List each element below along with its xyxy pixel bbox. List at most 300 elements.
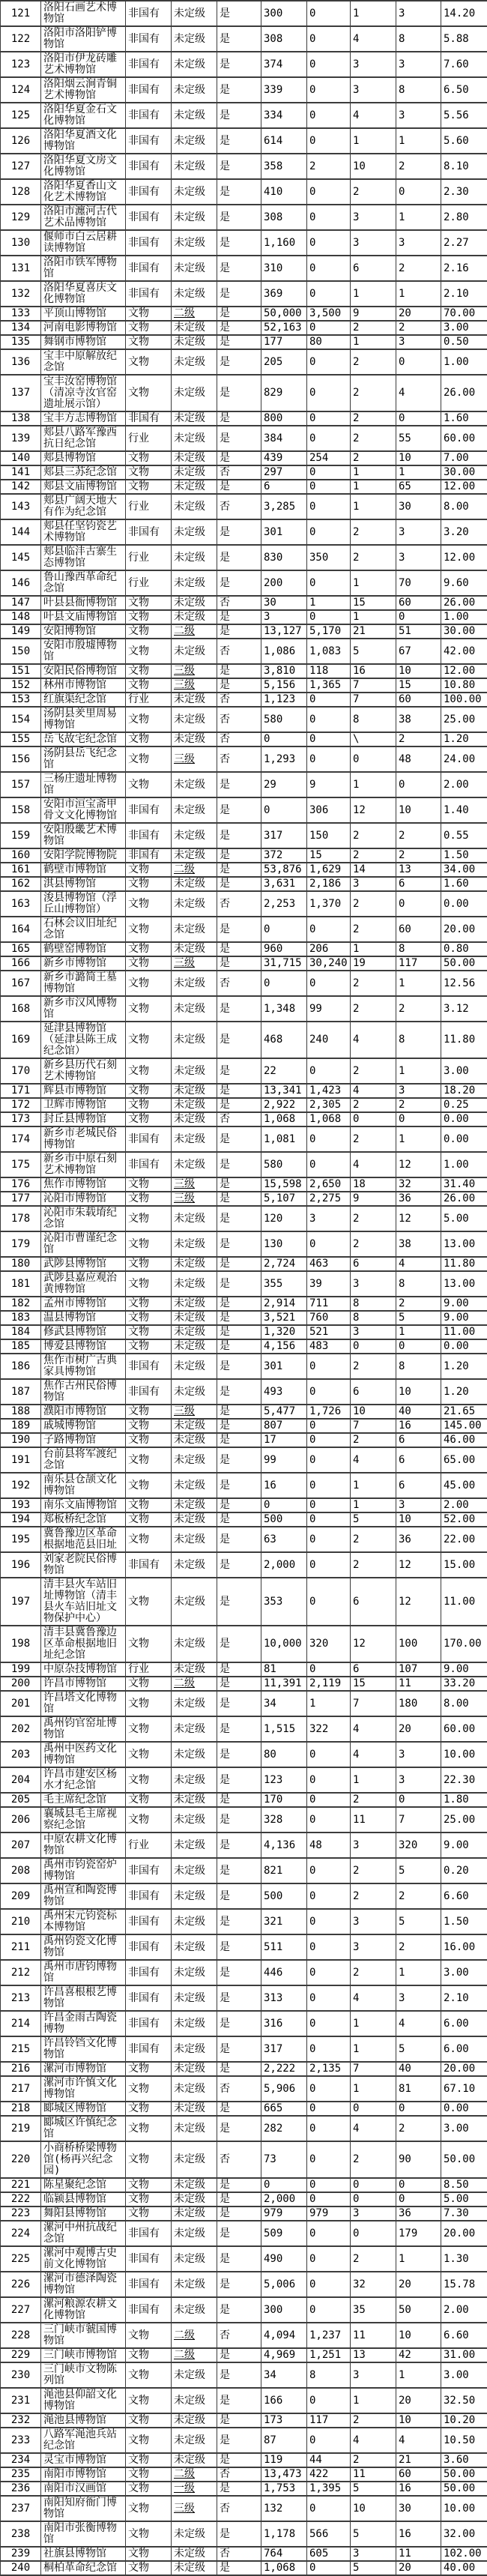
value-4-cell: 5: [396, 1909, 441, 1934]
value-5-cell: 145.00: [441, 1419, 487, 1433]
value-2-cell: 2,135: [307, 2062, 351, 2076]
level-cell: 未定级: [172, 321, 217, 335]
table-row: [1, 545, 487, 570]
table-row: [1, 154, 487, 179]
category-cell: 文物: [126, 1527, 172, 1552]
value-2-cell: 0: [307, 1552, 351, 1578]
category-cell: 文物: [126, 480, 172, 494]
value-2-cell: 0: [307, 707, 351, 732]
value-2-cell: 2,186: [307, 877, 351, 891]
open-cell: 是: [217, 1527, 261, 1552]
open-cell: 否: [217, 2496, 261, 2521]
open-cell: 是: [217, 2102, 261, 2116]
table-row: [1, 2207, 487, 2221]
level-cell: 未定级: [172, 2413, 217, 2428]
museum-name-cell: 岳飞故宅纪念馆: [41, 732, 126, 746]
museum-name-cell: 许昌金雨古陶瓷博物: [41, 2011, 126, 2036]
museum-name-cell: 郏县临沣古寨生态博物馆: [41, 545, 126, 570]
value-3-cell: 4: [351, 1716, 396, 1742]
value-3-cell: 5: [351, 639, 396, 664]
row-number-cell: 195: [1, 1527, 41, 1552]
category-cell: 文物: [126, 678, 172, 693]
value-3-cell: 2: [351, 917, 396, 942]
value-2-cell: 0: [307, 321, 351, 335]
value-3-cell: 6: [351, 256, 396, 281]
value-3-cell: 4: [351, 1084, 396, 1098]
value-1-cell: 4,969: [261, 2348, 307, 2362]
open-cell: 是: [217, 2272, 261, 2297]
value-5-cell: 8.50: [441, 2178, 487, 2192]
value-4-cell: 8: [396, 1022, 441, 1058]
value-1-cell: 5,107: [261, 1192, 307, 1206]
open-cell: 是: [217, 1354, 261, 1379]
museum-name-cell: 郾城区博物馆: [41, 2102, 126, 2116]
value-4-cell: 3: [396, 519, 441, 545]
value-3-cell: 1: [351, 570, 396, 596]
open-cell: 是: [217, 256, 261, 281]
level-cell: 未定级: [172, 451, 217, 465]
value-5-cell: 11.00: [441, 1578, 487, 1626]
value-4-cell: 12: [396, 1552, 441, 1578]
row-number-cell: 194: [1, 1512, 41, 1527]
value-1-cell: 119: [261, 2453, 307, 2467]
value-5-cell: 9.00: [441, 1662, 487, 1677]
table-row: [1, 2413, 487, 2428]
open-cell: 否: [217, 891, 261, 917]
value-1-cell: 52,163: [261, 321, 307, 335]
category-cell: 非国有: [126, 1909, 172, 1934]
row-number-cell: 167: [1, 971, 41, 996]
value-1-cell: 313: [261, 1985, 307, 2011]
open-cell: 是: [217, 678, 261, 693]
category-cell: 文物: [126, 1807, 172, 1833]
value-5-cell: 10.80: [441, 678, 487, 693]
value-1-cell: 807: [261, 1419, 307, 1433]
open-cell: 是: [217, 2062, 261, 2076]
value-2-cell: 9: [307, 772, 351, 797]
level-cell: 未定级: [172, 375, 217, 411]
value-3-cell: 6: [351, 1578, 396, 1626]
value-5-cell: 13.00: [441, 1271, 487, 1297]
open-cell: 是: [217, 917, 261, 942]
category-cell: 非国有: [126, 2272, 172, 2297]
row-number-cell: 212: [1, 1960, 41, 1985]
value-4-cell: 1: [396, 128, 441, 154]
category-cell: 行业: [126, 1833, 172, 1858]
row-number-cell: 142: [1, 480, 41, 494]
row-number-cell: 181: [1, 1271, 41, 1297]
row-number-cell: 129: [1, 205, 41, 230]
category-cell: 文物: [126, 1626, 172, 1662]
value-2-cell: 0: [307, 77, 351, 103]
museum-name-cell: 洛阳石画艺术博物馆: [41, 1, 126, 26]
value-1-cell: 493: [261, 1379, 307, 1405]
table-row: [1, 1960, 487, 1985]
table-row: [1, 349, 487, 375]
category-cell: 文物: [126, 1192, 172, 1206]
level-cell: 未定级: [172, 797, 217, 823]
value-1-cell: 500: [261, 1883, 307, 1909]
museum-name-cell: 叶县文庙博物馆: [41, 610, 126, 624]
museum-name-cell: 禹州市唐钧博物馆: [41, 1960, 126, 1985]
value-1-cell: 31,715: [261, 956, 307, 971]
category-cell: 文物: [126, 2561, 172, 2575]
value-2-cell: 2: [307, 154, 351, 179]
value-3-cell: 5: [351, 1512, 396, 1527]
table-row: [1, 678, 487, 693]
category-cell: 行业: [126, 545, 172, 570]
category-cell: 文物: [126, 2521, 172, 2547]
value-1-cell: 123: [261, 1767, 307, 1793]
open-cell: 是: [217, 335, 261, 349]
value-5-cell: 2.00: [441, 772, 487, 797]
value-3-cell: 12: [351, 1626, 396, 1662]
open-cell: 是: [217, 1, 261, 26]
level-cell: 未定级: [172, 693, 217, 707]
value-3-cell: 5: [351, 2482, 396, 2496]
value-5-cell: 1.20: [441, 1354, 487, 1379]
open-cell: 否: [217, 693, 261, 707]
value-5-cell: 1.50: [441, 1909, 487, 1934]
value-1-cell: 2,000: [261, 2192, 307, 2207]
value-5-cell: 13.00: [441, 1231, 487, 1257]
category-cell: 文物: [126, 863, 172, 877]
museum-name-cell: 郑板桥纪念馆: [41, 1512, 126, 1527]
category-cell: 文物: [126, 349, 172, 375]
level-cell: 一级: [172, 2482, 217, 2496]
value-4-cell: 10: [396, 2413, 441, 2428]
value-4-cell: 3: [396, 103, 441, 128]
open-cell: 是: [217, 1960, 261, 1985]
value-3-cell: 4: [351, 1742, 396, 1767]
value-3-cell: 7: [351, 2062, 396, 2076]
open-cell: 否: [217, 1112, 261, 1126]
value-2-cell: 0: [307, 1058, 351, 1084]
level-cell: 未定级: [172, 732, 217, 746]
open-cell: 是: [217, 2561, 261, 2575]
value-5-cell: 1.30: [441, 2246, 487, 2272]
table-row: [1, 1626, 487, 1662]
value-1-cell: 764: [261, 2547, 307, 2561]
level-cell: 未定级: [172, 1883, 217, 1909]
category-cell: 文物: [126, 746, 172, 772]
value-3-cell: 2: [351, 1433, 396, 1447]
value-1-cell: 316: [261, 2011, 307, 2036]
category-cell: 文物: [126, 1473, 172, 1498]
table-row: [1, 877, 487, 891]
table-row: [1, 917, 487, 942]
level-cell: 未定级: [172, 1985, 217, 2011]
value-4-cell: 320: [396, 1833, 441, 1858]
value-2-cell: 306: [307, 797, 351, 823]
value-4-cell: 48: [396, 746, 441, 772]
table-row: [1, 2428, 487, 2453]
open-cell: 是: [217, 797, 261, 823]
value-1-cell: 2,922: [261, 1098, 307, 1112]
level-cell: 未定级: [172, 2388, 217, 2413]
museum-name-cell: 卫辉市博物馆: [41, 1098, 126, 1112]
value-3-cell: 11: [351, 2323, 396, 2348]
value-2-cell: 8: [307, 2362, 351, 2388]
value-4-cell: 8: [396, 77, 441, 103]
category-cell: 文物: [126, 2323, 172, 2348]
value-5-cell: 26.00: [441, 375, 487, 411]
museum-name-cell: 延津县博物馆（延津县陈王成纪念馆）: [41, 1022, 126, 1058]
value-4-cell: 67: [396, 639, 441, 664]
level-cell: 未定级: [172, 1231, 217, 1257]
museum-name-cell: 宝丰中原解放纪念馆: [41, 349, 126, 375]
category-cell: 文物: [126, 971, 172, 996]
value-4-cell: 2: [396, 2116, 441, 2141]
category-cell: 文物: [126, 877, 172, 891]
level-cell: 未定级: [172, 1934, 217, 1960]
table-row: [1, 1662, 487, 1677]
value-4-cell: 55: [396, 426, 441, 451]
level-cell: 未定级: [172, 877, 217, 891]
value-3-cell: 1: [351, 1767, 396, 1793]
open-cell: 否: [217, 2141, 261, 2178]
museum-name-cell: 新乡市老城民俗博物馆: [41, 1126, 126, 1152]
table-row: [1, 1767, 487, 1793]
value-3-cell: 3: [351, 2207, 396, 2221]
value-3-cell: 4: [351, 1152, 396, 1177]
value-5-cell: 10.00: [441, 2496, 487, 2521]
museum-name-cell: 焦作古州民俗博物馆: [41, 1379, 126, 1405]
value-5-cell: 2.80: [441, 205, 487, 230]
open-cell: 是: [217, 451, 261, 465]
value-5-cell: 42.00: [441, 639, 487, 664]
row-number-cell: 189: [1, 1419, 41, 1433]
table-row: [1, 2011, 487, 2036]
value-3-cell: 2: [351, 971, 396, 996]
value-3-cell: 7: [351, 693, 396, 707]
open-cell: 是: [217, 1339, 261, 1354]
value-1-cell: 17: [261, 1433, 307, 1447]
row-number-cell: 137: [1, 375, 41, 411]
category-cell: 非国有: [126, 1934, 172, 1960]
open-cell: 是: [217, 1447, 261, 1473]
open-cell: 是: [217, 1297, 261, 1311]
table-row: [1, 1339, 487, 1354]
value-4-cell: 2: [396, 1297, 441, 1311]
value-5-cell: 50.00: [441, 956, 487, 971]
value-1-cell: 2,000: [261, 1552, 307, 1578]
level-cell: 未定级: [172, 1126, 217, 1152]
value-2-cell: 521: [307, 1325, 351, 1339]
value-1-cell: 328: [261, 1807, 307, 1833]
museum-name-cell: 南阳市博物馆: [41, 2467, 126, 2482]
value-1-cell: 205: [261, 349, 307, 375]
value-2-cell: 0: [307, 1909, 351, 1934]
value-2-cell: 206: [307, 942, 351, 956]
value-1-cell: 446: [261, 1960, 307, 1985]
value-5-cell: 31.40: [441, 1177, 487, 1192]
value-5-cell: 26.00: [441, 1192, 487, 1206]
value-1-cell: 1,515: [261, 1716, 307, 1742]
museum-name-cell: 焦作市博物馆: [41, 1177, 126, 1192]
open-cell: 是: [217, 2116, 261, 2141]
value-2-cell: 0: [307, 2297, 351, 2323]
table-row: [1, 664, 487, 678]
level-cell: 未定级: [172, 1498, 217, 1512]
table-row: [1, 2076, 487, 2102]
open-cell: 是: [217, 2221, 261, 2246]
value-4-cell: 60: [396, 917, 441, 942]
level-cell: 三级: [172, 956, 217, 971]
open-cell: 是: [217, 2246, 261, 2272]
museum-name-cell: 博爱县博物馆: [41, 1339, 126, 1354]
table-row: [1, 1833, 487, 1858]
open-cell: 是: [217, 1473, 261, 1498]
value-2-cell: 605: [307, 2547, 351, 2561]
museum-name-cell: 叶县县衙博物馆: [41, 596, 126, 610]
level-cell: 未定级: [172, 335, 217, 349]
value-3-cell: 19: [351, 956, 396, 971]
open-cell: 是: [217, 823, 261, 848]
category-cell: 非国有: [126, 1883, 172, 1909]
museum-name-cell: 三门峡市虢国博物馆: [41, 2323, 126, 2348]
value-4-cell: 70: [396, 570, 441, 596]
value-4-cell: 0: [396, 179, 441, 205]
table-row: [1, 863, 487, 877]
open-cell: 是: [217, 1325, 261, 1339]
museum-name-cell: 汤阴县羑里周易博物馆: [41, 707, 126, 732]
category-cell: 文物: [126, 1447, 172, 1473]
table-row: [1, 732, 487, 746]
value-4-cell: 6: [396, 1447, 441, 1473]
row-number-cell: 166: [1, 956, 41, 971]
category-cell: 文物: [126, 2362, 172, 2388]
value-4-cell: 12: [396, 1578, 441, 1626]
open-cell: 是: [217, 519, 261, 545]
row-number-cell: 132: [1, 281, 41, 307]
value-5-cell: 2.27: [441, 230, 487, 256]
value-2-cell: 0: [307, 465, 351, 480]
value-2-cell: 0: [307, 1578, 351, 1626]
category-cell: 文物: [126, 1325, 172, 1339]
value-3-cell: 3: [351, 230, 396, 256]
value-3-cell: 2: [351, 823, 396, 848]
level-cell: 未定级: [172, 570, 217, 596]
value-5-cell: 1.00: [441, 349, 487, 375]
level-cell: 未定级: [172, 2036, 217, 2062]
row-number-cell: 168: [1, 996, 41, 1022]
value-2-cell: 0: [307, 1985, 351, 2011]
value-4-cell: 0: [396, 891, 441, 917]
museum-name-cell: 禹州宣和陶瓷博物馆: [41, 1883, 126, 1909]
value-5-cell: 20.00: [441, 2062, 487, 2076]
museum-name-cell: 宝丰方志博物馆: [41, 411, 126, 426]
value-2-cell: 0: [307, 1934, 351, 1960]
value-1-cell: 177: [261, 335, 307, 349]
level-cell: 未定级: [172, 411, 217, 426]
level-cell: 未定级: [172, 707, 217, 732]
category-cell: 文物: [126, 2467, 172, 2482]
museum-name-cell: 漯河粮源农耕文化博物馆: [41, 2297, 126, 2323]
value-1-cell: 1,348: [261, 996, 307, 1022]
table-row: [1, 1498, 487, 1512]
value-3-cell: 2: [351, 519, 396, 545]
value-3-cell: 2: [351, 891, 396, 917]
row-number-cell: 217: [1, 2076, 41, 2102]
value-4-cell: 11: [396, 2547, 441, 2561]
category-cell: 文物: [126, 1084, 172, 1098]
museum-name-cell: 社旗县博物馆: [41, 2547, 126, 2561]
row-number-cell: 170: [1, 1058, 41, 1084]
value-1-cell: 358: [261, 154, 307, 179]
value-1-cell: 580: [261, 1152, 307, 1177]
museum-name-cell: 郏县博物馆: [41, 451, 126, 465]
museum-name-cell: 鲁山豫西革命纪念馆: [41, 570, 126, 596]
value-2-cell: 3,500: [307, 307, 351, 321]
value-1-cell: 30: [261, 596, 307, 610]
open-cell: 是: [217, 1098, 261, 1112]
row-number-cell: 125: [1, 103, 41, 128]
museum-name-cell: 南阳知府衙门博物馆: [41, 2496, 126, 2521]
value-3-cell: 3: [351, 77, 396, 103]
category-cell: 非国有: [126, 2297, 172, 2323]
museum-name-cell: 鹤壁窑博物馆: [41, 942, 126, 956]
level-cell: 未定级: [172, 1578, 217, 1626]
value-1-cell: 1,178: [261, 2521, 307, 2547]
level-cell: 未定级: [172, 179, 217, 205]
value-5-cell: 50.00: [441, 2141, 487, 2178]
value-5-cell: 10.20: [441, 2413, 487, 2428]
open-cell: 是: [217, 2348, 261, 2362]
value-3-cell: 9: [351, 1192, 396, 1206]
value-3-cell: 2: [351, 1883, 396, 1909]
value-5-cell: 50.00: [441, 2482, 487, 2496]
row-number-cell: 122: [1, 26, 41, 52]
value-2-cell: 0: [307, 2561, 351, 2575]
open-cell: 是: [217, 877, 261, 891]
level-cell: 未定级: [172, 891, 217, 917]
open-cell: 是: [217, 1311, 261, 1325]
value-3-cell: \: [351, 732, 396, 746]
level-cell: 未定级: [172, 917, 217, 942]
museum-name-cell: 辉县市博物馆: [41, 1084, 126, 1098]
museum-name-cell: 偃师市白云居耕读博物馆: [41, 230, 126, 256]
row-number-cell: 179: [1, 1231, 41, 1257]
value-3-cell: 3: [351, 1833, 396, 1858]
value-2-cell: 3: [307, 1206, 351, 1231]
value-2-cell: 0: [307, 1231, 351, 1257]
row-number-cell: 229: [1, 2348, 41, 2362]
level-cell: 未定级: [172, 1909, 217, 1934]
museum-name-cell: 新乡市中原石刻艺术博物馆: [41, 1152, 126, 1177]
level-cell: 未定级: [172, 1512, 217, 1527]
table-row: [1, 2178, 487, 2192]
level-cell: 三级: [172, 746, 217, 772]
level-cell: 未定级: [172, 52, 217, 77]
museum-name-cell: 漯河中观博古史前文化博物馆: [41, 2246, 126, 2272]
open-cell: 否: [217, 2076, 261, 2102]
museum-table-body: [1, 1, 487, 2575]
value-5-cell: 5.88: [441, 26, 487, 52]
value-5-cell: 5.00: [441, 1206, 487, 1231]
row-number-cell: 209: [1, 1883, 41, 1909]
value-4-cell: 6: [396, 877, 441, 891]
table-row: [1, 2561, 487, 2575]
value-4-cell: 3: [396, 1, 441, 26]
value-2-cell: 0: [307, 256, 351, 281]
value-3-cell: 2: [351, 349, 396, 375]
value-4-cell: 10: [396, 664, 441, 678]
row-number-cell: 148: [1, 610, 41, 624]
value-2-cell: 0: [307, 426, 351, 451]
value-4-cell: 16: [396, 2482, 441, 2496]
category-cell: 非国有: [126, 281, 172, 307]
